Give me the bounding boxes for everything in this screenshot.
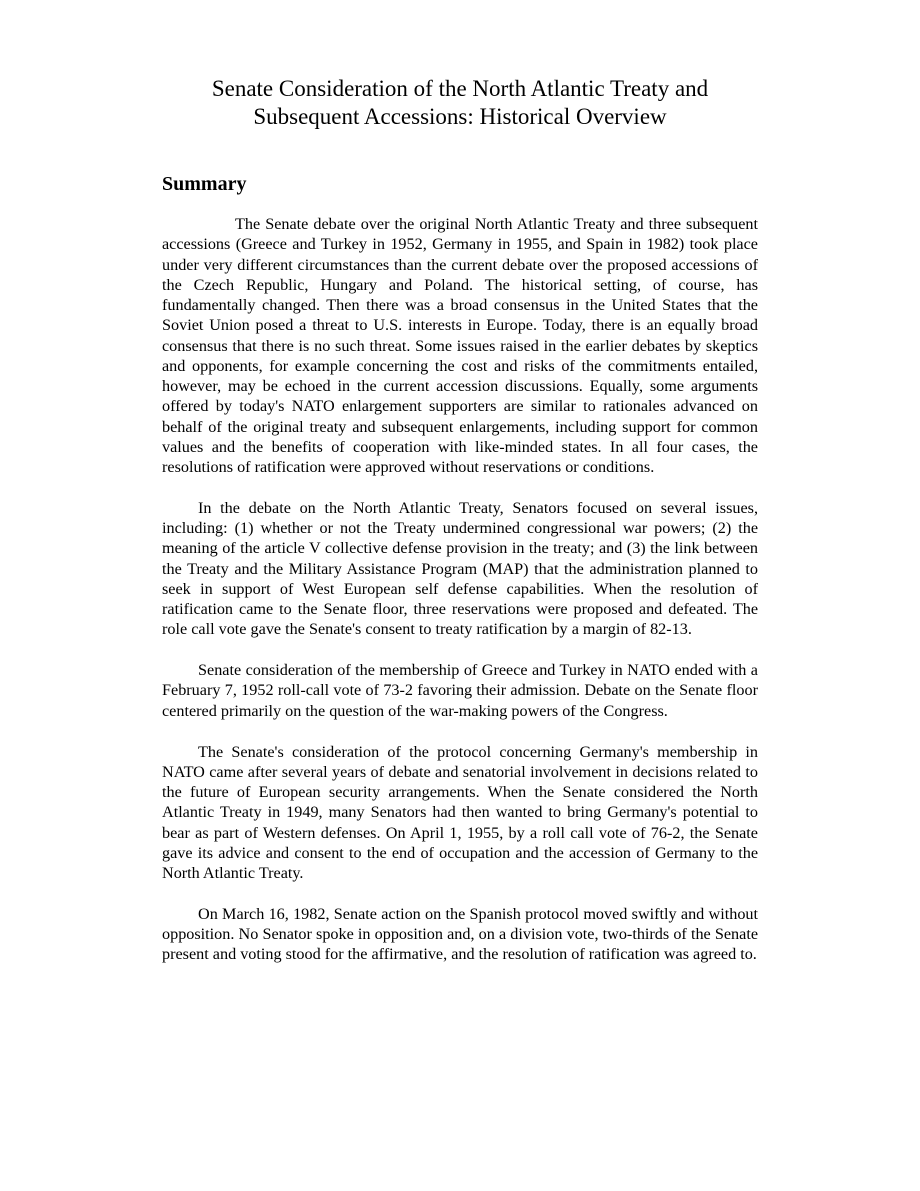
paragraph-greece-turkey: Senate consideration of the membership of Greece and Turkey in NATO ended with a February 7, 1952 roll-call vote of 73-2 favoring their admission. Debate on the Senate floor centered primarily on the question of the war-making powers of the Congress. bbox=[162, 661, 758, 720]
section-heading-summary: Summary bbox=[162, 173, 247, 195]
paragraph-germany: The Senate's consideration of the protocol concerning Germany's membership in NATO came after several years of debate and senatorial involvement in decisions related to the future of European security arrangements. When the Senate considered the North Atlantic Treaty in 1949, many Senators had then wanted to bring Germany's potential to bear as part of Western defenses. On April 1, 1955, by a roll call vote of 76-2, the Senate gave its advice and consent to the end of occupation and the accession of Germany to the North Atlantic Treaty. bbox=[162, 742, 758, 883]
document-title bbox=[160, 75, 760, 131]
paragraph-intro: The Senate debate over the original North Atlantic Treaty and three subsequent accessions (Greece and Turkey in 1952, Germany in 1955, and Spain in 1982) took place under very different circumstances than the current debate over the proposed accessions of the Czech Republic, Hungary and Poland. The historical setting, of course, has fundamentally changed. Then there was a broad consensus in the United States that the Soviet Union posed a threat to U.S. interests in Europe. Today, there is an equally broad consensus that there is no such threat. Some issues raised in the earlier debates by skeptics and opponents, for example concerning the cost and risks of the commitments entailed, however, may be echoed in the current accession discussions. Equally, some arguments offered by today's NATO enlargement supporters are similar to rationales advanced on behalf of the original treaty and subsequent enlargements, including support for common values and the benefits of cooperation with like-minded states. In all four cases, the resolutions of ratification were approved without reservations or conditions. bbox=[162, 215, 758, 476]
title-line-1: Senate Consideration of the North Atlantic Treaty and bbox=[211, 76, 709, 101]
summary-body bbox=[162, 214, 758, 985]
title-line-2: Subsequent Accessions: Historical Overview bbox=[253, 104, 667, 129]
paragraph-spain: On March 16, 1982, Senate action on the Spanish protocol moved swiftly and without opposition. No Senator spoke in opposition and, on a division vote, two-thirds of the Senate present and voting stood for the affirmative, and the resolution of ratification was agreed to. bbox=[162, 904, 758, 964]
paragraph-north-atlantic-treaty: In the debate on the North Atlantic Treaty, Senators focused on several issues, including: (1) whether or not the Treaty undermined congressional war powers; (2) the meaning of the article V collective defense provision in the treaty; and (3) the link between the Treaty and the Military Assistance Program (MAP) that the administration planned to seek in support of West European self defense capabilities. When the resolution of ratification came to the Senate floor, three reservations were proposed and defeated. The role call vote gave the Senate's consent to treaty ratification by a margin of 82-13. bbox=[162, 498, 758, 639]
